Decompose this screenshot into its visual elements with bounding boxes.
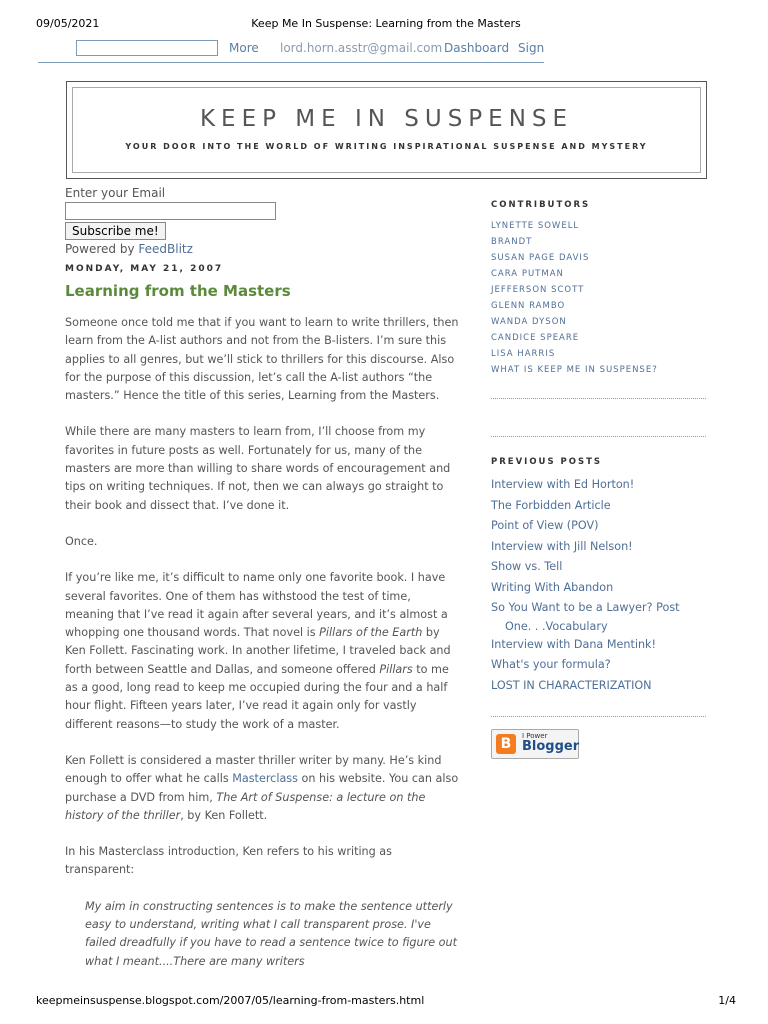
paragraph: Someone once told me that if you want to learn to write thrillers, then learn from the A-list authors and not from the B-listers. I’m sure this applies to all genres, but we’ll stick to thrillers for this discourse. Also for the purpose of this discussion, let’s call the A-list authors “the masters.” Hence the title of this series, Learning from the Masters. [65, 316, 459, 403]
dashboard-link[interactable]: Dashboard [444, 41, 510, 55]
book-title: Pillars of the Earth [319, 626, 423, 640]
contributors-heading: CONTRIBUTORS [491, 200, 591, 210]
blog-title[interactable]: KEEP ME IN SUSPENSE [199, 106, 574, 132]
subscribe-button[interactable]: Subscribe me! [65, 222, 166, 240]
paragraph [65, 752, 460, 825]
contributors-list [491, 218, 706, 378]
previous-post-link[interactable]: LOST IN CHARACTERIZATION [491, 678, 652, 692]
previous-post-link[interactable]: Point of View (POV) [491, 519, 599, 532]
contributor-link[interactable]: CANDICE SPEARE [491, 333, 580, 343]
previous-post-link[interactable]: Interview with Dana Mentink! [491, 637, 657, 651]
page-number: 1/4 [718, 994, 736, 1007]
contributor-link[interactable]: GLENN RAMBO [491, 301, 566, 311]
page-url: keepmeinsuspense.blogspot.com/2007/05/learning-from-masters.html [36, 994, 425, 1007]
contributor-link[interactable]: SUSAN PAGE DAVIS [491, 253, 590, 263]
contributor-link[interactable]: LISA HARRIS [491, 349, 556, 359]
masterclass-link[interactable]: Masterclass [232, 772, 298, 786]
previous-post-link[interactable] [491, 598, 706, 635]
print-footer [36, 994, 736, 1007]
text: If you’re like me, it’s difficult to name only one favorite book. I have several favorites. One of them has withstood the test of time, meaning that I’ve read it again after several years, and it’s almost a whopping one thousand words. That novel is [65, 571, 448, 640]
print-page-title: Keep Me In Suspense: Learning from the Masters [251, 17, 521, 30]
paragraph: In his Masterclass introduction, Ken refers to his writing as transparent: [65, 845, 392, 877]
search-input[interactable] [76, 40, 218, 56]
divider [491, 716, 706, 717]
more-link[interactable]: More [229, 41, 259, 55]
paragraph: While there are many masters to learn from, I’ll choose from my favorites in future posts as well. Fortunately for us, many of the masters are more than willing to share words of encouragement and tips on writing techniques. If not, then we can always go straight to their book and dissect that. I’ve done it. [65, 425, 451, 512]
text: to me as a good, long read to keep me occupied during the four and a half hour flight. Fifteen years later, I’ve read it again only for vastly different reasons—to study the work of a master. [65, 662, 449, 731]
badge-small-text: I Power [522, 732, 548, 740]
previous-posts-list [491, 475, 706, 696]
previous-post-link[interactable]: Writing With Abandon [491, 580, 614, 594]
contributor-link[interactable]: BRANDT [491, 237, 533, 247]
paragraph [65, 569, 460, 734]
blog-header [66, 81, 707, 179]
previous-post-link[interactable]: The Forbidden Article [491, 498, 611, 512]
badge-brand-text: Blogger [522, 739, 580, 754]
blogger-icon: B [496, 734, 516, 754]
blog-description: YOUR DOOR INTO THE WORLD OF WRITING INSPIRATIONAL SUSPENSE AND MYSTERY [125, 142, 648, 151]
contributor-link[interactable]: LYNETTE SOWELL [491, 221, 580, 231]
post-title-line1: So You Want to be a Lawyer? Post [491, 601, 680, 614]
contributor-link[interactable]: WANDA DYSON [491, 317, 567, 327]
text: , by Ken Follett. [180, 808, 268, 822]
blog-post [65, 264, 460, 971]
post-body [65, 314, 460, 971]
divider [491, 436, 706, 437]
print-header [36, 17, 736, 31]
sidebar [491, 200, 706, 717]
post-title[interactable]: Learning from the Masters [65, 282, 291, 300]
book-title: Pillars [379, 662, 413, 676]
previous-post-link[interactable]: Show vs. Tell [491, 560, 563, 573]
text: by Ken Follett. Fascinating work. In another lifetime, I traveled back and forth between Seattle and Dallas, and someone offered [65, 626, 451, 676]
email-subscribe-widget [65, 186, 285, 256]
paragraph: Once. [65, 534, 98, 548]
previous-posts-heading: PREVIOUS POSTS [491, 457, 603, 467]
contributor-link[interactable]: JEFFERSON SCOTT [491, 285, 585, 295]
powered-by-blogger-badge[interactable] [491, 729, 579, 759]
sign-link[interactable]: Sign [518, 41, 545, 55]
email-field[interactable] [65, 202, 276, 220]
blockquote: My aim in constructing sentences is to make the sentence utterly easy to understand, writing what I call transparent prose. I've failed dreadfully if you have to read a sentence twice to figure out what I meant....There are many writers [85, 899, 457, 968]
contributor-link[interactable]: CARA PUTMAN [491, 269, 564, 279]
post-date: MONDAY, MAY 21, 2007 [65, 264, 224, 274]
post-title-line2: One. . .Vocabulary [505, 619, 608, 633]
dvd-title: The Art of Suspense: a lecture on the history of the thriller [65, 790, 426, 822]
print-date: 09/05/2021 [36, 17, 100, 30]
feedblitz-link[interactable]: FeedBlitz [138, 242, 193, 256]
email-label: Enter your Email [65, 186, 166, 200]
divider [491, 398, 706, 399]
previous-post-link[interactable]: Interview with Ed Horton! [491, 478, 635, 491]
user-email: lord.horn.asstr@gmail.com [280, 41, 443, 55]
about-link[interactable]: WHAT IS KEEP ME IN SUSPENSE? [491, 365, 658, 375]
previous-post-link[interactable]: What's your formula? [491, 658, 611, 671]
powered-by [65, 242, 285, 256]
text: on his website. You can also purchase a DVD from him, [65, 772, 459, 804]
powered-by-label: Powered by [65, 242, 139, 256]
text: Ken Follett is considered a master thriller writer by many. He’s kind enough to offer what he calls [65, 753, 442, 786]
previous-post-link[interactable]: Interview with Jill Nelson! [491, 539, 633, 553]
blogger-navbar [38, 38, 544, 63]
